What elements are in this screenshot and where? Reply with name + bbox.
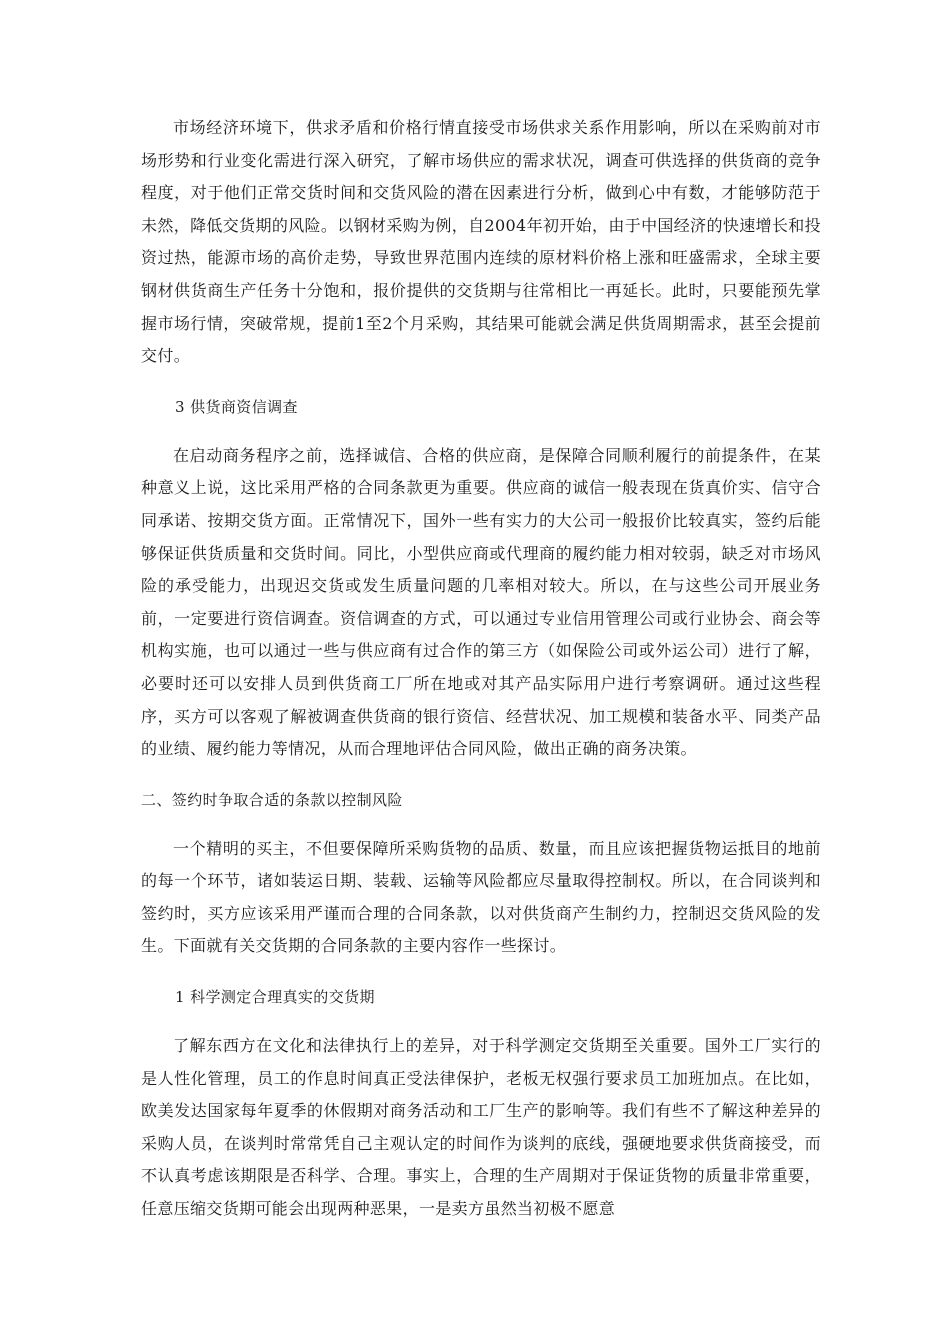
heading-supplier-credit-check: 3 供货商资信调查 [175,397,298,416]
document-page [141,112,821,1226]
heading-delivery-period: 1 科学测定合理真实的交货期 [175,988,375,1007]
paragraph-market-research: 市场经济环境下，供求矛盾和价格行情直接受市场供求关系作用影响，所以在采购前对市场形势和行业变化需进行深入研究，了解市场供应的需求状况，调查可供选择的供货商的竞争程度，对于他们正常交货时间和交货风险的潜在因素进行分析，做到心中有数，才能够防范于未然，降低交货期的风险。以钢材采购为例，自2004年初开始，由于中国经济的快速增长和投资过热，能源市场的高价走势，导致世界范围内连续的原材料价格上涨和旺盛需求，全球主要钢材供货商生产任务十分饱和，报价提供的交货期与往常相比一再延长。此时，只要能预先掌握市场行情，突破常规，提前1至2个月采购，其结果可能就会满足供货周期需求，甚至会提前交付。 [141,118,821,366]
heading-contract-terms: 二、签约时争取合适的条款以控制风险 [141,790,403,809]
paragraph-cultural-differences: 了解东西方在文化和法律执行上的差异，对于科学测定交货期至关重要。国外工厂实行的是人性化管理，员工的作息时间真正受法律保护，老板无权强行要求员工加班加点。在比如，欧美发达国家每年夏季的休假期对商务活动和工厂生产的影响等。我们有些不了解这种差异的采购人员，在谈判时常常凭自己主观认定的时间作为谈判的底线，强硬地要求供货商接受，而不认真考虑该期限是否科学、合理。事实上，合理的生产周期对于保证货物的质量非常重要，任意压缩交货期可能会出现两种恶果，一是卖方虽然当初极不愿意 [141,1036,821,1219]
paragraph-supplier-credit: 在启动商务程序之前，选择诚信、合格的供应商，是保障合同顺利履行的前提条件，在某种意义上说，这比采用严格的合同条款更为重要。供应商的诚信一般表现在货真价实、信守合同承诺、按期交货方面。正常情况下，国外一些有实力的大公司一般报价比较真实，签约后能够保证供货质量和交货时间。同比，小型供应商或代理商的履约能力相对较弱，缺乏对市场风险的承受能力，出现迟交货或发生质量问题的几率相对较大。所以，在与这些公司开展业务前，一定要进行资信调查。资信调查的方式，可以通过专业信用管理公司或行业协会、商会等机构实施，也可以通过一些与供应商有过合作的第三方（如保险公司或外运公司）进行了解，必要时还可以安排人员到供货商工厂所在地或对其产品实际用户进行考察调研。通过这些程序，买方可以客观了解被调查供货商的银行资信、经营状况、加工规模和装备水平、同类产品的业绩、履约能力等情况，从而合理地评估合同风险，做出正确的商务决策。 [141,445,821,759]
paragraph-smart-buyer: 一个精明的买主，不但要保障所采购货物的品质、数量，而且应该把握货物运抵目的地前的每一个环节，诸如装运日期、装载、运输等风险都应尽量取得控制权。所以，在合同谈判和签约时，买方应该采用严谨而合理的合同条款，以对供货商产生制约力，控制迟交货风险的发生。下面就有关交货期的合同条款的主要内容作一些探讨。 [141,838,821,956]
